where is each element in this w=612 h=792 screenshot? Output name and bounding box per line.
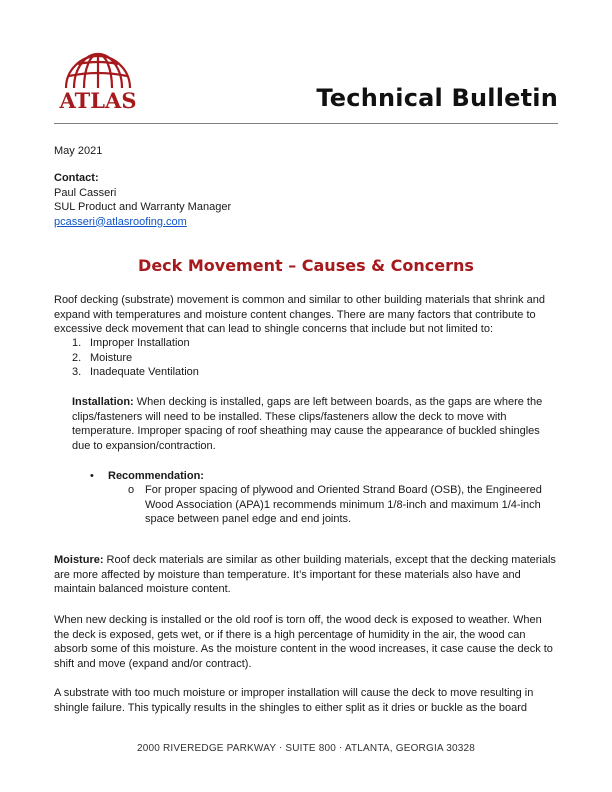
contact-role: SUL Product and Warranty Manager: [54, 201, 232, 213]
contact-email-link[interactable]: pcasseri@atlasroofing.com: [54, 215, 187, 228]
moisture-text: Roof deck materials are similar as other building materials, except that the decking materials are more affected by moisture than temperature. It’s important for these materials also have and maintain balanced moisture content.: [54, 554, 556, 595]
moisture-paragraph: [54, 553, 560, 597]
list-item: 2. Moisture: [72, 351, 133, 364]
header-divider: [54, 123, 558, 124]
installation-paragraph: [72, 395, 560, 453]
contact-block: [54, 171, 231, 229]
list-item: 1. Improper Installation: [72, 337, 190, 349]
factors-list: [72, 336, 199, 380]
sub-bullet-icon: o: [128, 484, 135, 496]
installation-text: When decking is installed, gaps are left between boards, as the gaps are where the clips/fasteners will need to be installed. These clips/fasteners allow the deck to move with temperature. Improper spacing of roof sheathing may cause the appearance of buckled shingles due to expansion/contraction.: [72, 396, 543, 452]
weather-paragraph: When new decking is installed or the old roof is torn off, the wood deck is exposed to weather. When the deck is exposed, gets wet, or if there is a high percentage of humidity in the air, the wood can absorb some of this moisture. As the moisture content in the wood increases, it case cause the deck to shift and move (expand and/or contract).: [54, 614, 553, 670]
document-heading: Deck Movement – Causes & Concerns: [138, 256, 474, 275]
recommendation-text: For proper spacing of plywood and Oriented Strand Board (OSB), the Engineered Wood Association (APA)1 recommends minimum 1/8-inch and maximum 1/4-inch space between panel edge and end joints.: [145, 484, 542, 525]
contact-name: Paul Casseri: [54, 186, 117, 199]
moisture-label: Moisture:: [54, 554, 104, 566]
recommendation-label: Recommendation:: [108, 470, 204, 482]
bullet-icon: •: [90, 470, 94, 482]
installation-label: Installation:: [72, 396, 134, 408]
bulletin-title: Technical Bulletin: [316, 84, 558, 112]
list-item: 3. Inadequate Ventilation: [72, 366, 199, 378]
bulletin-date: May 2021: [54, 145, 103, 157]
globe-icon: [66, 54, 130, 88]
contact-label: Contact:: [54, 172, 99, 184]
logo-wordmark: ATLAS: [59, 88, 137, 112]
substrate-paragraph: A substrate with too much moisture or improper installation will cause the deck to move resulting in shingle failure. This typically results in the shingles to either split as it dries or buckle as the board: [54, 687, 534, 714]
atlas-logo: [52, 50, 144, 112]
recommendation-bullet: [90, 469, 204, 484]
intro-paragraph: Roof decking (substrate) movement is common and similar to other building materials that shrink and expand with temperatures and moisture content changes. There are many factors that contribute to excessive deck movement that can lead to shingle concerns that include but not limited to:: [54, 294, 545, 335]
recommendation-detail: [128, 483, 560, 527]
page-footer: 2000 RIVEREDGE PARKWAY ⋅ SUITE 800 ⋅ ATLANTA, GEORGIA 30328: [136, 743, 476, 754]
